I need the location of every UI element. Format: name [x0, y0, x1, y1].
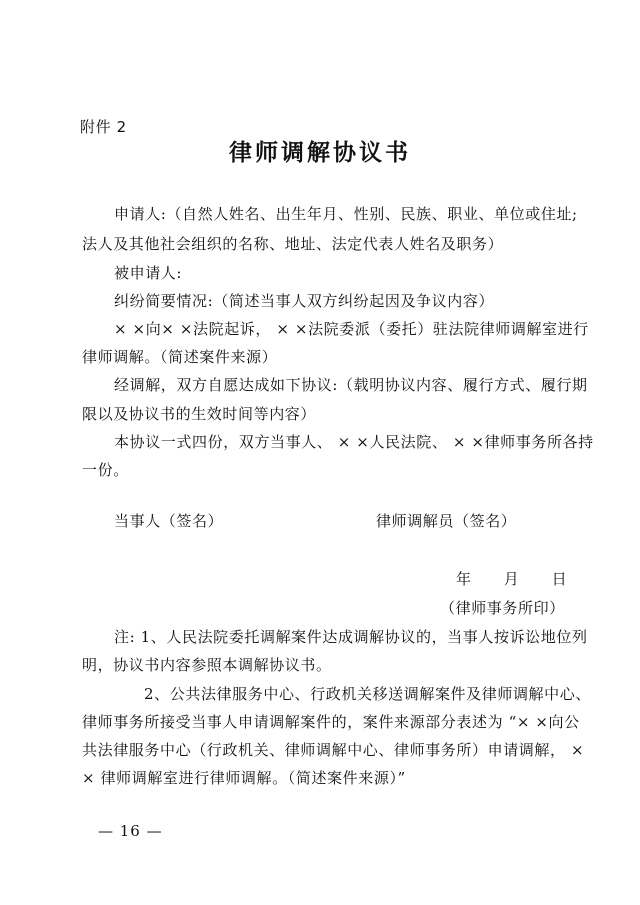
- applicant-line-2: 法人及其他社会组织的名称、地址、法定代表人姓名及职务）: [82, 235, 504, 253]
- respondent-line: 被申请人:: [114, 264, 183, 282]
- party-signature-label: 当事人（签名）: [114, 512, 224, 530]
- seal-line: （律师事务所印）: [440, 599, 565, 617]
- source-line-2: 律师调解。（简述案件来源）: [82, 348, 278, 366]
- note-2-line-4: × 律师调解室进行律师调解。（简述案件来源）”: [82, 769, 406, 787]
- copies-line-1: 本协议一式四份，双方当事人、 × ×人民法院、 × ×律师事务所各持: [114, 433, 594, 451]
- agreement-line-2: 限以及协议书的生效时间等内容）: [82, 405, 317, 423]
- mediator-signature-label: 律师调解员（签名）: [376, 512, 517, 530]
- dispute-line: 纠纷简要情况:（简述当事人双方纠纷起因及争议内容）: [114, 292, 495, 310]
- copies-line-2: 一份。: [82, 461, 129, 479]
- note-2-line-3: 共法律服务中心（行政机关、律师调解中心、律师事务所）申请调解， ×: [82, 741, 585, 759]
- document-title: 律师调解协议书: [229, 140, 411, 166]
- note-1-line-2: 明，协议书内容参照本调解协议书。: [82, 656, 332, 674]
- date-line: 年 月 日: [456, 570, 568, 588]
- attachment-label: 附件 2: [80, 118, 127, 136]
- note-1-line-1: 注: 1、人民法院委托调解案件达成调解协议的，当事人按诉讼地位列: [114, 628, 588, 646]
- source-line-1: × ×向× ×法院起诉， × ×法院委派（委托）驻法院律师调解室进行: [114, 320, 589, 338]
- page-number: — 16 —: [98, 822, 163, 840]
- note-2-line-1: 2、公共法律服务中心、行政机关移送调解案件及律师调解中心、: [144, 685, 591, 703]
- agreement-line-1: 经调解，双方自愿达成如下协议:（载明协议内容、履行方式、履行期: [114, 376, 588, 394]
- applicant-line-1: 申请人:（自然人姓名、出生年月、性别、民族、职业、单位或住址;: [114, 205, 578, 223]
- note-2-line-2: 律师事务所接受当事人申请调解案件的，案件来源部分表述为 “× ×向公: [82, 713, 580, 731]
